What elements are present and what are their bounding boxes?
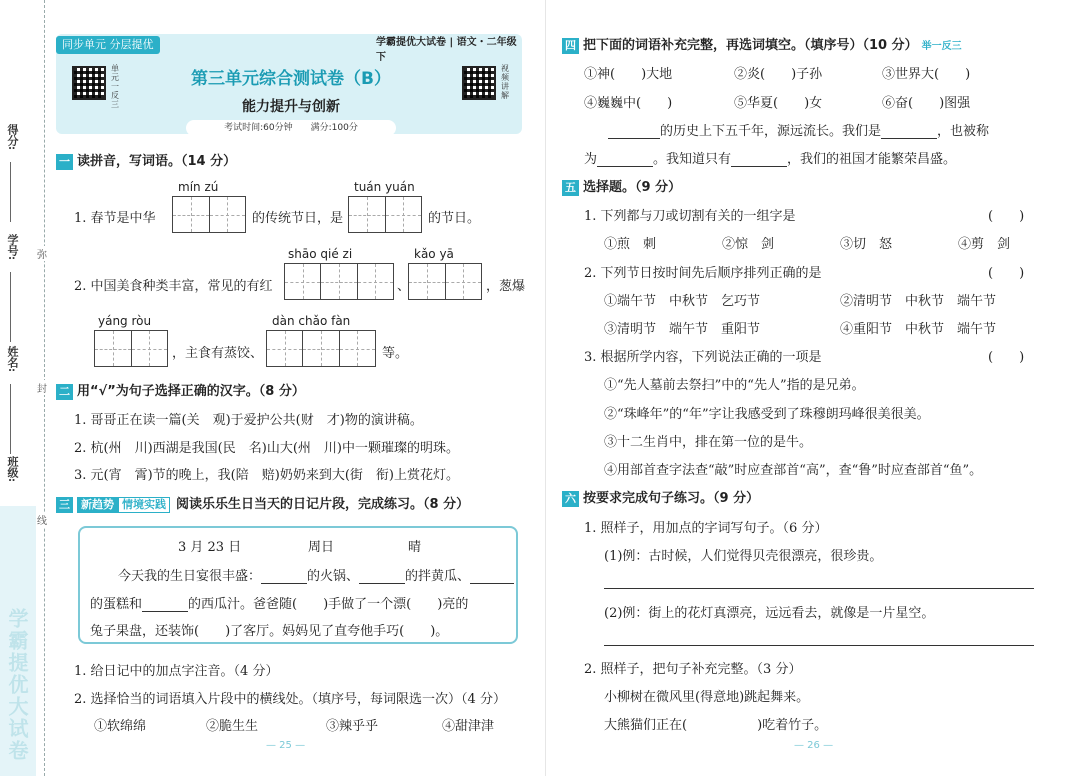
section-2-title: 二 用“√”为句子选择正确的汉字。（8 分） <box>56 380 305 400</box>
s4-fill-line-1: 的历史上下五千年，源远流长。我们是 ，也被称 <box>608 120 989 139</box>
s5-q2-opt-1: ①端午节 中秋节 乞巧节 <box>604 294 761 309</box>
writing-grid-kaoya[interactable] <box>408 263 482 300</box>
s5-q3-opt-1: ①“先人墓前去祭扫”中的“先人”指的是兄弟。 <box>604 378 865 393</box>
writing-grid-shaoqiezi[interactable] <box>284 263 394 300</box>
s4-word-1: ①神( )大地 <box>584 67 673 82</box>
section-6-badge: 六 <box>562 491 579 507</box>
cut-mark-3: 线 <box>37 512 47 527</box>
q1-text-c: 的节日。 <box>428 211 481 226</box>
unit-tag: 同步单元 分层提优 <box>56 36 160 54</box>
qr-code-right-icon[interactable] <box>462 66 496 100</box>
s5-q2: 2. 下列节日按时间先后顺序排列正确的是 <box>584 266 822 281</box>
diary-date: 3 月 23 日 <box>178 540 242 555</box>
s6-q1: 1. 照样子，用加点的字词写句子。（6 分） <box>584 521 828 536</box>
page-number-right: — 26 — <box>794 740 834 751</box>
section-6-title: 六 按要求完成句子练习。（9 分） <box>562 487 759 507</box>
s4-word-3: ③世界大( ) <box>882 67 971 82</box>
pinyin-kaoya: kǎo yā <box>414 247 454 261</box>
s3-q1: 1. 给日记中的加点字注音。（4 分） <box>74 664 279 679</box>
q2-text-b: 、 <box>397 279 411 294</box>
binding-brand: 学霸提优大试卷 <box>5 608 29 762</box>
s4-word-4: ④巍巍中( ) <box>584 96 673 111</box>
s5-q3-answer[interactable]: ( ) <box>988 350 1025 365</box>
student-id-line <box>10 272 11 342</box>
s2-item-1: 1. 哥哥正在读一篇(关 观)于爱护公共(财 才)物的演讲稿。 <box>74 413 423 428</box>
score-line <box>10 162 11 222</box>
q1-text-a: 1. 春节是中华 <box>74 211 156 226</box>
qr-code-left-icon[interactable] <box>72 66 106 100</box>
s5-q2-opt-3: ③清明节 端午节 重阳节 <box>604 322 761 337</box>
section-3-title: 三 新趋势 情境实践 阅读乐乐生日当天的日记片段，完成练习。（8 分） <box>56 493 469 513</box>
s3-q2: 2. 选择恰当的词语填入片段中的横线处。（填序号，每词限选一次）（4 分） <box>74 692 506 707</box>
s5-q2-opt-2: ②清明节 中秋节 端午节 <box>840 294 997 309</box>
q1-text-b: 的传统节日，是 <box>252 211 344 226</box>
s6-answer-line-1[interactable] <box>604 588 1034 589</box>
name-label: 姓名: <box>6 346 19 373</box>
pinyin-shaoqiezi: shāo qié zi <box>288 247 353 261</box>
section-4-badge: 四 <box>562 38 579 54</box>
diary-weather: 晴 <box>408 540 422 555</box>
qr-left-caption: 单元一反三 <box>111 64 119 109</box>
score-label: 得分: <box>6 124 19 151</box>
s4-word-5: ⑤华夏( )女 <box>734 96 823 111</box>
scenario-tag: 情境实践 <box>118 497 170 513</box>
s6-q2: 2. 照样子，把句子补充完整。（3 分） <box>584 662 802 677</box>
page-divider <box>545 0 546 776</box>
diary-line-3: 兔子果盘，还装饰( )了客厅。妈妈见了直夸他手巧( )。 <box>90 624 449 639</box>
s3-opt-1: ①软绵绵 <box>94 719 147 734</box>
trend-tag: 新趋势 <box>77 497 118 513</box>
s4-word-2: ②炎( )子孙 <box>734 67 823 82</box>
practice-tag: 举一反三 <box>921 41 962 52</box>
s6-q1-example-2: (2)例：街上的花灯真漂亮，远远看去，就像是一片星空。 <box>604 606 935 621</box>
exam-title: 第三单元综合测试卷（B） <box>191 69 391 89</box>
s4-word-6: ⑥奋( )图强 <box>882 96 971 111</box>
s5-q1: 1. 下列都与刀或切割有关的一组字是 <box>584 209 796 224</box>
class-label: 班级: <box>6 456 19 483</box>
section-3-badge: 三 <box>56 497 73 513</box>
writing-grid-tuanyuan[interactable] <box>348 196 422 233</box>
s5-q1-opt-3: ③切 怒 <box>840 237 893 252</box>
s4-fill-line-2: 为 。我知道只有 ，我们的祖国才能繁荣昌盛。 <box>584 152 957 167</box>
pinyin-yangrou: yáng ròu <box>98 314 152 328</box>
q2-text-e: 等。 <box>382 346 409 361</box>
s3-opt-3: ③辣乎乎 <box>326 719 379 734</box>
s2-item-2: 2. 杭(州 川)西湖是我国(民 名)山大(州 川)中一颗璀璨的明珠。 <box>74 441 459 456</box>
s6-q1-example-1: (1)例：古时候，人们觉得贝壳很漂亮，很珍贵。 <box>604 549 883 564</box>
s5-q1-answer[interactable]: ( ) <box>988 209 1025 224</box>
page-number-left: — 25 — <box>266 740 306 751</box>
section-1-badge: 一 <box>56 154 73 170</box>
q2-text-c: ，葱爆 <box>486 279 526 294</box>
binding-strip <box>0 0 40 776</box>
section-2-badge: 二 <box>56 384 73 400</box>
q2-text-a: 2. 中国美食种类丰富，常见的有红 <box>74 279 273 294</box>
pinyin-danchaofan: dàn chǎo fàn <box>272 314 351 328</box>
writing-grid-yangrou[interactable] <box>94 330 168 367</box>
s5-q1-opt-1: ①煎 刺 <box>604 237 657 252</box>
writing-grid-danchaofan[interactable] <box>266 330 376 367</box>
q2-text-d: ，主食有蒸饺、 <box>172 346 264 361</box>
section-5-badge: 五 <box>562 180 579 196</box>
section-5-title: 五 选择题。（9 分） <box>562 176 681 196</box>
name-line <box>10 384 11 454</box>
exam-subtitle: 能力提升与创新 <box>242 99 340 115</box>
pinyin-minzu: mín zú <box>178 180 219 194</box>
right-page <box>562 0 1062 776</box>
s2-item-3: 3. 元(宵 霄)节的晚上，我(陪 赔)奶奶来到大(街 衔)上赏花灯。 <box>74 468 459 483</box>
section-1-title: 一 读拼音，写词语。（14 分） <box>56 150 236 170</box>
cut-mark-2: 封 <box>37 380 47 395</box>
diary-line-2: 的蛋糕和 的西瓜汁。爸爸随( )手做了一个漂( )亮的 <box>90 597 469 612</box>
s5-q2-opt-4: ④重阳节 中秋节 端午节 <box>840 322 997 337</box>
s6-q2-example: 小柳树在微风里(得意地)跳起舞来。 <box>604 690 810 705</box>
s6-q2-fill: 大熊猫们正在( )吃着竹子。 <box>604 718 828 733</box>
cut-mark-1: 弥 <box>37 246 47 261</box>
s5-q3-opt-2: ②“珠峰年”的“年”字让我感受到了珠穆朗玛峰很美很美。 <box>604 407 930 422</box>
student-id-label: 学号: <box>6 234 19 261</box>
diary-weekday: 周日 <box>308 540 335 555</box>
diary-line-1: 今天我的生日宴很丰盛： 的火锅、 的拌黄瓜、 <box>118 565 514 584</box>
s5-q1-opt-4: ④剪 剑 <box>958 237 1011 252</box>
pinyin-tuanyuan: tuán yuán <box>354 180 415 194</box>
s5-q3-opt-4: ④用部首查字法查“敲”时应查部首“高”，查“鲁”时应查部首“鱼”。 <box>604 463 983 478</box>
left-page <box>56 0 526 776</box>
s5-q3: 3. 根据所学内容，下列说法正确的一项是 <box>584 350 822 365</box>
s5-q3-opt-3: ③十二生肖中，排在第一位的是牛。 <box>604 435 813 450</box>
s3-opt-4: ④甜津津 <box>442 719 495 734</box>
s5-q2-answer[interactable]: ( ) <box>988 266 1025 281</box>
exam-meta: 考试时间:60分钟 满分:100分 <box>186 120 396 136</box>
series-label: 学霸提优大试卷 | 语文・二年级下 <box>376 37 517 63</box>
s3-opt-2: ②脆生生 <box>206 719 259 734</box>
section-4-title: 四 把下面的词语补充完整，再选词填空。（填序号）（10 分） 举一反三 <box>562 34 962 54</box>
s5-q1-opt-2: ②惊 剑 <box>722 237 775 252</box>
s6-answer-line-2[interactable] <box>604 645 1034 646</box>
qr-right-caption: 视频讲解 <box>501 64 509 100</box>
writing-grid-minzu[interactable] <box>172 196 246 233</box>
